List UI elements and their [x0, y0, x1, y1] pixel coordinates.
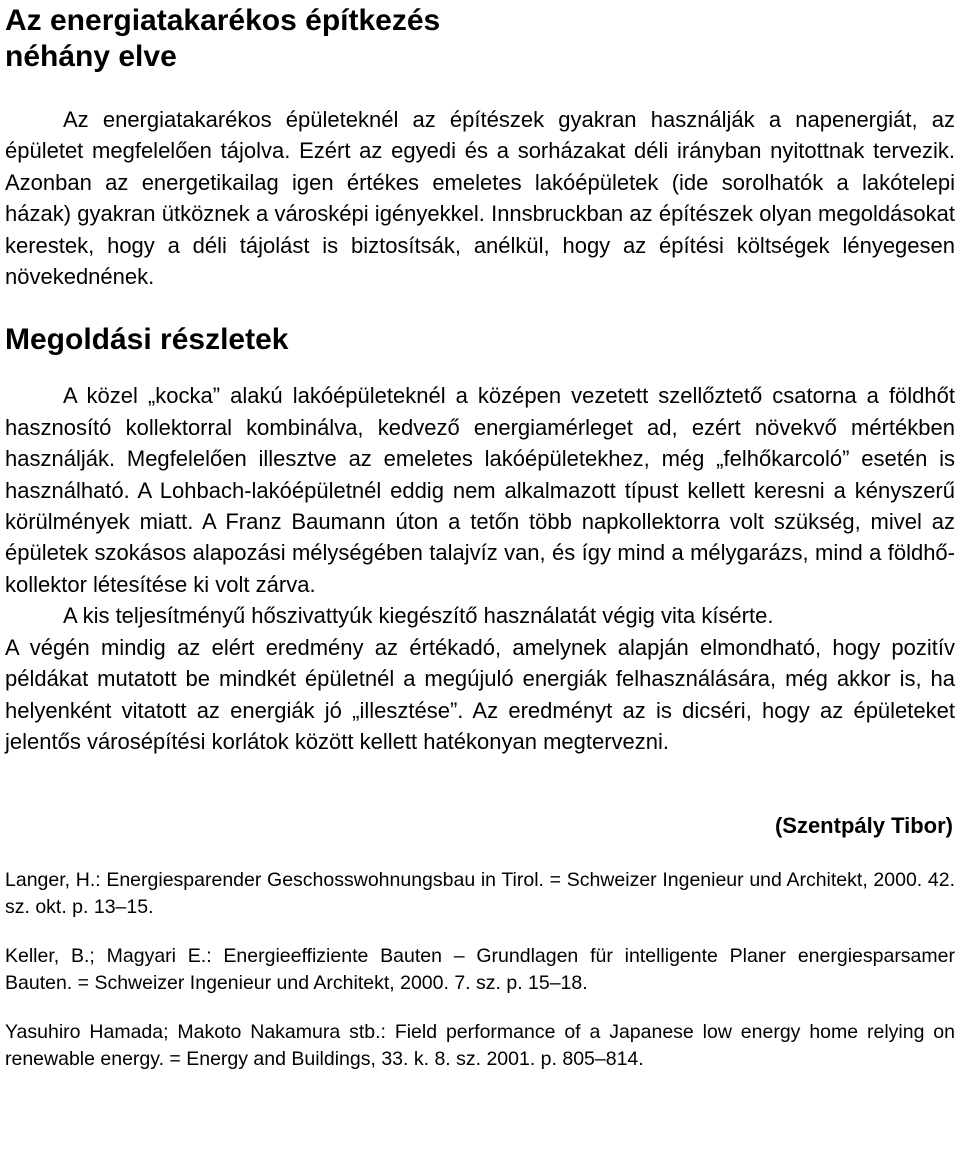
article-title-line-2: néhány elve [5, 40, 177, 73]
reference-item: Yasuhiro Hamada; Makoto Nakamura stb.: Field performance of a Japanese low energy home relying on renewable energy. = Energy and Buildings, 33. k. 8. sz. 2001. p. 805–814. [5, 1021, 955, 1071]
reference-item: Langer, H.: Energiesparender Geschosswohnungsbau in Tirol. = Schweizer Ingenieur und Architekt, 2000. 42. sz. okt. p. 13–15. [5, 869, 955, 919]
details-paragraph-3: A végén mindig az elért eredmény az értékadó, amelynek alapján elmondható, hogy pozitív példákat mutatott be mindkét épületnél a megújuló energiák felhasználására, még akkor is, ha helyenként vitatott az energiák jó „illesztése”. Az eredményt az is dicséri, hogy az épületeket jelentős városépítési korlátok között kellett hatékonyan megtervezni. [5, 634, 955, 754]
intro-paragraph: Az energiatakarékos épületeknél az építészek gyakran használják a napenergiát, az épületet megfelelően tájolva. Ezért az egyedi és a sorházakat déli irányban nyitottnak tervezik. Azonban az energetikailag igen értékes emeletes lakóépületek (ide sorolhatók a lakótelepi házak) gyakran ütköznek a városképi igényekkel. Innsbruckban az építészek olyan megoldásokat kerestek, hogy a déli tájolást is biztosítsák, anélkül, hogy az építési költségek lényegesen növekednének. [5, 107, 955, 290]
details-paragraph-1: A közel „kocka” alakú lakóépületeknél a középen vezetett szellőztető csatorna a földhőt hasznosító kollektorral kombinálva, kedvező energiamérleget ad, ezért növekvő mértékben használják. Megfelelően illesztve az emeletes lakóépületekhez, még „felhőkarcoló” esetén is használható. A Lohbach-lakóépületnél eddig nem alkalmazott típust kellett keresni a kényszerű körülmények miatt. A Franz Baumann úton a tetőn több napkollektorra volt szükség, mivel az épületek szokásos alapozási mélységében talajvíz van, és így mind a mélygarázs, mind a földhő-kollektor létesítése ki volt zárva. [5, 383, 955, 597]
details-paragraph-2: A kis teljesítményű hőszivattyúk kiegészítő használatát végig vita kísérte. [63, 603, 774, 629]
references-list [5, 867, 955, 1073]
article-title [5, 0, 955, 75]
reference-item: Keller, B.; Magyari E.: Energieeffiziente Bauten – Grundlagen für intelligente Planer energiesparsamer Bauten. = Schweizer Ingenieur und Architekt, 2000. 7. sz. p. 15–18. [5, 945, 955, 995]
article-title-line-1: Az energiatakarékos építkezés [5, 4, 441, 37]
section-heading: Megoldási részletek [5, 323, 289, 357]
author-signature: (Szentpály Tibor) [774, 813, 953, 839]
